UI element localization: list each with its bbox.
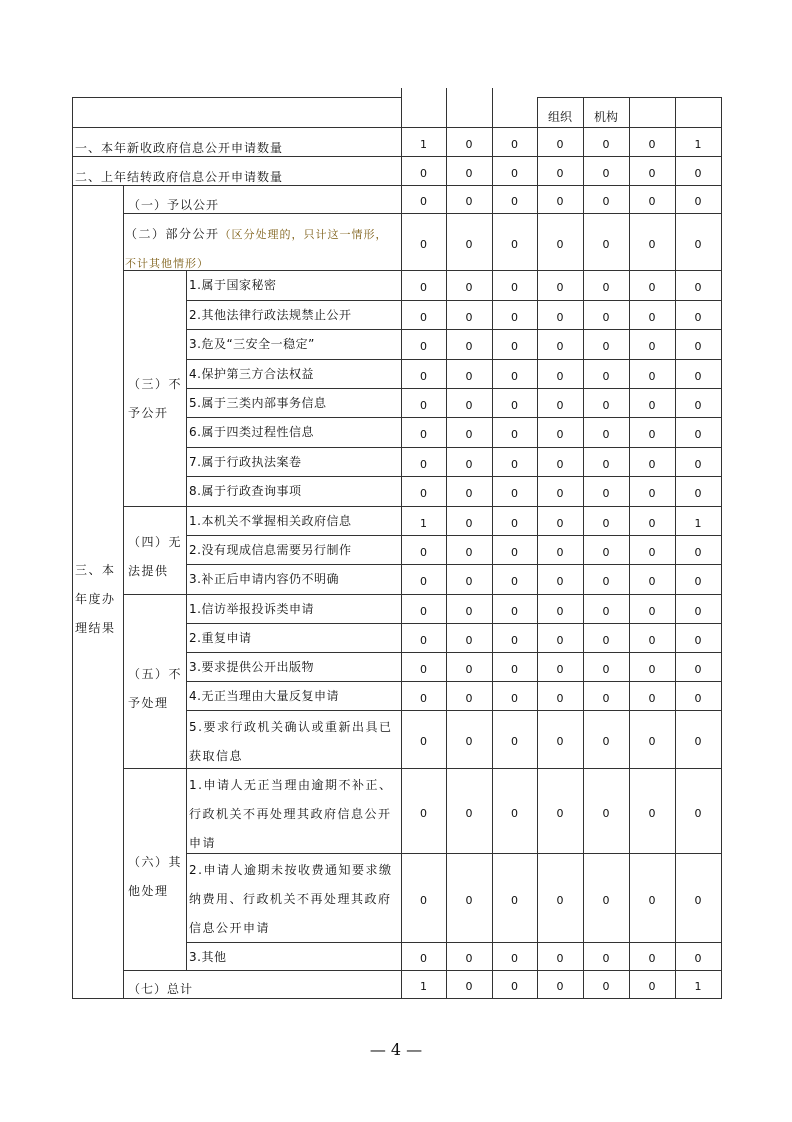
row-label: （七）总计 xyxy=(128,982,194,996)
row-border xyxy=(72,185,722,186)
row-not-disclosed-item-5-value-col4: 0 xyxy=(556,398,564,412)
row-not-processed-item-4-value-col4: 0 xyxy=(556,691,564,705)
row-other-processing-item-1-value-col4: 0 xyxy=(556,806,564,820)
row-not-disclosed-item-7-value-col4: 0 xyxy=(556,457,564,471)
row-partially-disclosed-value-col4: 0 xyxy=(556,237,564,251)
row-not-disclosed-item-5-value-col6: 0 xyxy=(648,398,656,412)
row-other-processing-item-1-value-col6: 0 xyxy=(648,806,656,820)
row-other-processing-item-2-value-col4: 0 xyxy=(556,893,564,907)
row-not-processed-item-4-value-col7: 0 xyxy=(694,691,702,705)
row-cannot-provide-item-2-value-col6: 0 xyxy=(648,545,656,559)
row-not-disclosed-item-7-value-col6: 0 xyxy=(648,457,656,471)
row-not-disclosed-item-3-value-col7: 0 xyxy=(694,340,702,353)
row-disclosed-value-col3: 0 xyxy=(511,195,518,208)
table-right-border xyxy=(721,97,722,999)
row-label: 3.补正后申请内容仍不明确 xyxy=(189,572,339,586)
row-partially-disclosed-value-col1: 0 xyxy=(420,237,427,251)
row-not-processed-item-5-value-col4: 0 xyxy=(556,735,564,748)
row-cannot-provide-item-3-value-col4: 0 xyxy=(556,575,564,588)
row-disclosed-value-col6: 0 xyxy=(648,195,656,208)
row-label: 一、本年新收政府信息公开申请数量 xyxy=(75,141,284,155)
row-not-disclosed-item-7-value-col7: 0 xyxy=(694,457,702,471)
row-carried-over-value-col3: 0 xyxy=(511,166,518,180)
row-other-processing-item-3-value-col2: 0 xyxy=(465,952,473,965)
row-cannot-provide-item-3-value-col2: 0 xyxy=(465,575,473,588)
row-not-disclosed-item-1-value-col1: 0 xyxy=(420,281,427,294)
row-new-requests-value-col4: 0 xyxy=(556,137,564,151)
row-border xyxy=(72,127,722,128)
row-not-processed-item-1-value-col1: 0 xyxy=(420,604,427,618)
row-carried-over-value-col7: 0 xyxy=(694,166,702,180)
row-label-main: （二）部分公开 xyxy=(125,227,220,241)
row-not-processed-item-2-value-col7: 0 xyxy=(694,633,702,647)
section-label: 三、本年度办理结果 xyxy=(75,563,116,635)
row-carried-over-value-col4: 0 xyxy=(556,166,564,180)
row-total-value-col7: 1 xyxy=(694,980,702,993)
row-not-disclosed-item-3-value-col1: 0 xyxy=(420,340,427,353)
row-cannot-provide-item-2-value-col3: 0 xyxy=(511,545,518,559)
row-not-disclosed-item-3-value-col4: 0 xyxy=(556,340,564,353)
row-carried-over-value-col2: 0 xyxy=(465,166,473,180)
row-other-processing-item-2-value-col6: 0 xyxy=(648,893,656,907)
row-not-processed-item-3-value-col6: 0 xyxy=(648,662,656,676)
row-not-disclosed-item-3-value-col6: 0 xyxy=(648,340,656,353)
row-not-disclosed-item-2-value-col7: 0 xyxy=(694,310,702,324)
row-cannot-provide-item-3-value-col7: 0 xyxy=(694,575,702,588)
header-column-border xyxy=(492,88,493,128)
row-not-disclosed-item-5-value-col1: 0 xyxy=(420,398,427,412)
row-border xyxy=(123,768,722,769)
row-other-processing-item-2-value-col5: 0 xyxy=(602,893,610,907)
row-not-disclosed-item-6-value-col6: 0 xyxy=(648,428,656,441)
row-not-disclosed-item-2-value-col4: 0 xyxy=(556,310,564,324)
row-border xyxy=(72,156,722,157)
row-new-requests-value-col5: 0 xyxy=(602,137,610,151)
row-label: 2.没有现成信息需要另行制作 xyxy=(189,543,352,557)
row-not-disclosed-item-2-value-col6: 0 xyxy=(648,310,656,324)
page-number: — 4 — xyxy=(369,1040,423,1059)
row-cannot-provide-item-3-value-col5: 0 xyxy=(602,575,610,588)
row-disclosed-value-col4: 0 xyxy=(556,195,564,208)
row-total-value-col6: 0 xyxy=(648,980,656,993)
row-label-note: （区分处理的，只计这一情形，不计其他情形） xyxy=(125,228,388,270)
row-not-processed-item-4-value-col3: 0 xyxy=(511,691,518,705)
row-label: 5.属于三类内部事务信息 xyxy=(189,396,327,410)
column-border xyxy=(492,127,493,999)
row-border xyxy=(123,970,722,971)
row-not-disclosed-item-2-value-col5: 0 xyxy=(602,310,610,324)
group-label: （五）不予处理 xyxy=(128,667,183,710)
row-not-disclosed-item-1-value-col3: 0 xyxy=(511,281,518,294)
row-not-disclosed-item-6-value-col4: 0 xyxy=(556,428,564,441)
row-label: 1.本机关不掌握相关政府信息 xyxy=(189,514,352,528)
row-label: 3.危及“三安全一稳定” xyxy=(189,337,315,351)
row-cannot-provide-item-1-value-col1: 1 xyxy=(420,516,427,530)
row-cannot-provide-item-1-value-col6: 0 xyxy=(648,516,656,530)
row-other-processing-item-2-value-col2: 0 xyxy=(465,893,473,907)
row-not-disclosed-item-1-value-col5: 0 xyxy=(602,281,610,294)
row-other-processing-item-1-value-col7: 0 xyxy=(694,806,702,820)
row-not-disclosed-item-1-value-col7: 0 xyxy=(694,281,702,294)
row-not-disclosed-item-5-value-col7: 0 xyxy=(694,398,702,412)
row-not-processed-item-4-value-col5: 0 xyxy=(602,691,610,705)
row-other-processing-item-2-value-col1: 0 xyxy=(420,893,427,907)
row-not-disclosed-item-1-value-col2: 0 xyxy=(465,281,473,294)
row-new-requests-value-col6: 0 xyxy=(648,137,656,151)
row-not-processed-item-3-value-col4: 0 xyxy=(556,662,564,676)
row-not-processed-item-5-value-col6: 0 xyxy=(648,735,656,748)
row-other-processing-item-1-value-col3: 0 xyxy=(511,806,518,820)
column-border xyxy=(186,768,187,971)
table-top-border xyxy=(72,97,402,98)
row-not-disclosed-item-6-value-col2: 0 xyxy=(465,428,473,441)
row-partially-disclosed-value-col6: 0 xyxy=(648,237,656,251)
row-total-value-col5: 0 xyxy=(602,980,610,993)
row-disclosed-value-col7: 0 xyxy=(694,195,702,208)
row-not-disclosed-item-3-value-col5: 0 xyxy=(602,340,610,353)
column-border xyxy=(123,185,124,999)
row-disclosed-value-col5: 0 xyxy=(602,195,610,208)
row-not-disclosed-item-6-value-col3: 0 xyxy=(511,428,518,441)
row-label: （一）予以公开 xyxy=(128,198,220,212)
row-not-processed-item-2-value-col3: 0 xyxy=(511,633,518,647)
row-cannot-provide-item-1-value-col3: 0 xyxy=(511,516,518,530)
row-other-processing-item-2-value-col7: 0 xyxy=(694,893,702,907)
row-not-disclosed-item-1-value-col6: 0 xyxy=(648,281,656,294)
column-border xyxy=(186,506,187,595)
row-cannot-provide-item-2-value-col2: 0 xyxy=(465,545,473,559)
row-cannot-provide-item-3-value-col3: 0 xyxy=(511,575,518,588)
row-not-disclosed-item-1-value-col4: 0 xyxy=(556,281,564,294)
row-new-requests-value-col3: 0 xyxy=(511,137,518,151)
row-not-disclosed-item-8-value-col5: 0 xyxy=(602,487,610,500)
row-not-disclosed-item-2-value-col3: 0 xyxy=(511,310,518,324)
row-not-disclosed-item-4-value-col5: 0 xyxy=(602,369,610,383)
row-partially-disclosed-value-col5: 0 xyxy=(602,237,610,251)
row-not-disclosed-item-7-value-col2: 0 xyxy=(465,457,473,471)
group-label: （三）不予公开 xyxy=(128,377,183,420)
row-border xyxy=(123,213,722,214)
row-not-processed-item-1-value-col4: 0 xyxy=(556,604,564,618)
row-other-processing-item-3-value-col3: 0 xyxy=(511,952,518,965)
row-not-disclosed-item-4-value-col7: 0 xyxy=(694,369,702,383)
row-not-disclosed-item-7-value-col3: 0 xyxy=(511,457,518,471)
row-not-disclosed-item-2-value-col1: 0 xyxy=(420,310,427,324)
row-label: 二、上年结转政府信息公开申请数量 xyxy=(75,170,284,184)
column-border xyxy=(446,127,447,999)
row-cannot-provide-item-2-value-col1: 0 xyxy=(420,545,427,559)
row-not-disclosed-item-5-value-col3: 0 xyxy=(511,398,518,412)
row-cannot-provide-item-2-value-col5: 0 xyxy=(602,545,610,559)
row-not-processed-item-2-value-col1: 0 xyxy=(420,633,427,647)
row-not-disclosed-item-6-value-col7: 0 xyxy=(694,428,702,441)
header-col4-label: 组织 xyxy=(548,110,573,124)
row-not-disclosed-item-4-value-col2: 0 xyxy=(465,369,473,383)
row-cannot-provide-item-2-value-col4: 0 xyxy=(556,545,564,559)
row-label: 4.无正当理由大量反复申请 xyxy=(189,689,339,703)
row-new-requests-value-col1: 1 xyxy=(420,137,427,151)
row-not-processed-item-3-value-col5: 0 xyxy=(602,662,610,676)
row-total-value-col1: 1 xyxy=(420,980,427,993)
group-label: （六）其他处理 xyxy=(128,855,183,898)
row-not-disclosed-item-7-value-col5: 0 xyxy=(602,457,610,471)
row-not-processed-item-2-value-col2: 0 xyxy=(465,633,473,647)
column-border xyxy=(401,88,402,999)
row-not-disclosed-item-3-value-col2: 0 xyxy=(465,340,473,353)
row-not-disclosed-item-8-value-col6: 0 xyxy=(648,487,656,500)
row-label: 6.属于四类过程性信息 xyxy=(189,425,314,439)
row-not-disclosed-item-6-value-col1: 0 xyxy=(420,428,427,441)
table-left-border xyxy=(72,97,73,999)
row-not-processed-item-5-value-col5: 0 xyxy=(602,735,610,748)
row-not-disclosed-item-8-value-col2: 0 xyxy=(465,487,473,500)
row-not-processed-item-5-value-col7: 0 xyxy=(694,735,702,748)
row-not-processed-item-1-value-col2: 0 xyxy=(465,604,473,618)
row-cannot-provide-item-1-value-col4: 0 xyxy=(556,516,564,530)
row-label: 4.保护第三方合法权益 xyxy=(189,367,314,381)
table-bottom-border xyxy=(72,998,722,999)
row-not-disclosed-item-5-value-col5: 0 xyxy=(602,398,610,412)
row-label: 3.要求提供公开出版物 xyxy=(189,660,314,674)
row-total-value-col3: 0 xyxy=(511,980,518,993)
row-new-requests-value-col7: 1 xyxy=(694,137,702,151)
row-not-disclosed-item-2-value-col2: 0 xyxy=(465,310,473,324)
row-not-processed-item-1-value-col5: 0 xyxy=(602,604,610,618)
row-cannot-provide-item-1-value-col5: 0 xyxy=(602,516,610,530)
row-not-disclosed-item-7-value-col1: 0 xyxy=(420,457,427,471)
row-other-processing-item-3-value-col5: 0 xyxy=(602,952,610,965)
row-not-disclosed-item-8-value-col7: 0 xyxy=(694,487,702,500)
row-other-processing-item-3-value-col7: 0 xyxy=(694,952,702,965)
row-other-processing-item-3-value-col1: 0 xyxy=(420,952,427,965)
row-not-disclosed-item-4-value-col3: 0 xyxy=(511,369,518,383)
row-other-processing-item-1-value-col2: 0 xyxy=(465,806,473,820)
row-not-processed-item-4-value-col1: 0 xyxy=(420,691,427,705)
group-label: （四）无法提供 xyxy=(128,535,183,578)
row-not-disclosed-item-4-value-col4: 0 xyxy=(556,369,564,383)
row-label: 2.重复申请 xyxy=(189,631,252,645)
row-not-disclosed-item-8-value-col3: 0 xyxy=(511,487,518,500)
row-not-processed-item-1-value-col6: 0 xyxy=(648,604,656,618)
row-not-processed-item-3-value-col1: 0 xyxy=(420,662,427,676)
row-not-disclosed-item-4-value-col6: 0 xyxy=(648,369,656,383)
row-cannot-provide-item-3-value-col1: 0 xyxy=(420,575,427,588)
row-partially-disclosed-value-col7: 0 xyxy=(694,237,702,251)
row-not-disclosed-item-8-value-col4: 0 xyxy=(556,487,564,500)
row-not-processed-item-3-value-col2: 0 xyxy=(465,662,473,676)
row-label: 1.信访举报投诉类申请 xyxy=(189,602,314,616)
row-not-disclosed-item-6-value-col5: 0 xyxy=(602,428,610,441)
row-not-disclosed-item-5-value-col2: 0 xyxy=(465,398,473,412)
row-not-processed-item-4-value-col2: 0 xyxy=(465,691,473,705)
row-partially-disclosed-value-col2: 0 xyxy=(465,237,473,251)
row-cannot-provide-item-1-value-col7: 1 xyxy=(694,516,702,530)
row-partially-disclosed-value-col3: 0 xyxy=(511,237,518,251)
row-not-disclosed-item-3-value-col3: 0 xyxy=(511,340,518,353)
row-label: 3.其他 xyxy=(189,950,227,964)
row-label: 2.其他法律行政法规禁止公开 xyxy=(189,308,352,322)
row-carried-over-value-col5: 0 xyxy=(602,166,610,180)
row-label: 7.属于行政执法案卷 xyxy=(189,455,302,469)
row-label: 8.属于行政查询事项 xyxy=(189,484,302,498)
row-cannot-provide-item-3-value-col6: 0 xyxy=(648,575,656,588)
row-total-value-col2: 0 xyxy=(465,980,473,993)
row-other-processing-item-2-value-col3: 0 xyxy=(511,893,518,907)
row-not-processed-item-5-value-col3: 0 xyxy=(511,735,518,748)
row-label: 5.要求行政机关确认或重新出具已获取信息 xyxy=(189,720,393,763)
header-col5-label: 机构 xyxy=(594,110,619,124)
row-carried-over-value-col1: 0 xyxy=(420,166,427,180)
row-not-processed-item-1-value-col7: 0 xyxy=(694,604,702,618)
row-not-processed-item-2-value-col4: 0 xyxy=(556,633,564,647)
row-border xyxy=(186,710,722,711)
row-other-processing-item-3-value-col4: 0 xyxy=(556,952,564,965)
row-disclosed-value-col2: 0 xyxy=(465,195,473,208)
row-cannot-provide-item-1-value-col2: 0 xyxy=(465,516,473,530)
row-label: 2.申请人逾期未按收费通知要求缴纳费用、行政机关不再处理其政府信息公开申请 xyxy=(189,863,393,935)
row-total-value-col4: 0 xyxy=(556,980,564,993)
row-not-processed-item-2-value-col5: 0 xyxy=(602,633,610,647)
row-new-requests-value-col2: 0 xyxy=(465,137,473,151)
row-other-processing-item-1-value-col5: 0 xyxy=(602,806,610,820)
row-not-processed-item-1-value-col3: 0 xyxy=(511,604,518,618)
row-not-processed-item-4-value-col6: 0 xyxy=(648,691,656,705)
row-not-processed-item-5-value-col2: 0 xyxy=(465,735,473,748)
row-not-processed-item-2-value-col6: 0 xyxy=(648,633,656,647)
row-not-processed-item-3-value-col7: 0 xyxy=(694,662,702,676)
row-disclosed-value-col1: 0 xyxy=(420,195,427,208)
row-other-processing-item-3-value-col6: 0 xyxy=(648,952,656,965)
row-not-disclosed-item-8-value-col1: 0 xyxy=(420,487,427,500)
row-cannot-provide-item-2-value-col7: 0 xyxy=(694,545,702,559)
row-not-disclosed-item-4-value-col1: 0 xyxy=(420,369,427,383)
row-label: 1.属于国家秘密 xyxy=(189,278,277,292)
header-column-border xyxy=(446,88,447,128)
row-carried-over-value-col6: 0 xyxy=(648,166,656,180)
row-other-processing-item-1-value-col1: 0 xyxy=(420,806,427,820)
row-label: 1.申请人无正当理由逾期不补正、行政机关不再处理其政府信息公开申请 xyxy=(189,778,393,850)
row-border xyxy=(186,853,722,854)
row-not-processed-item-3-value-col3: 0 xyxy=(511,662,518,676)
row-not-processed-item-5-value-col1: 0 xyxy=(420,735,427,748)
